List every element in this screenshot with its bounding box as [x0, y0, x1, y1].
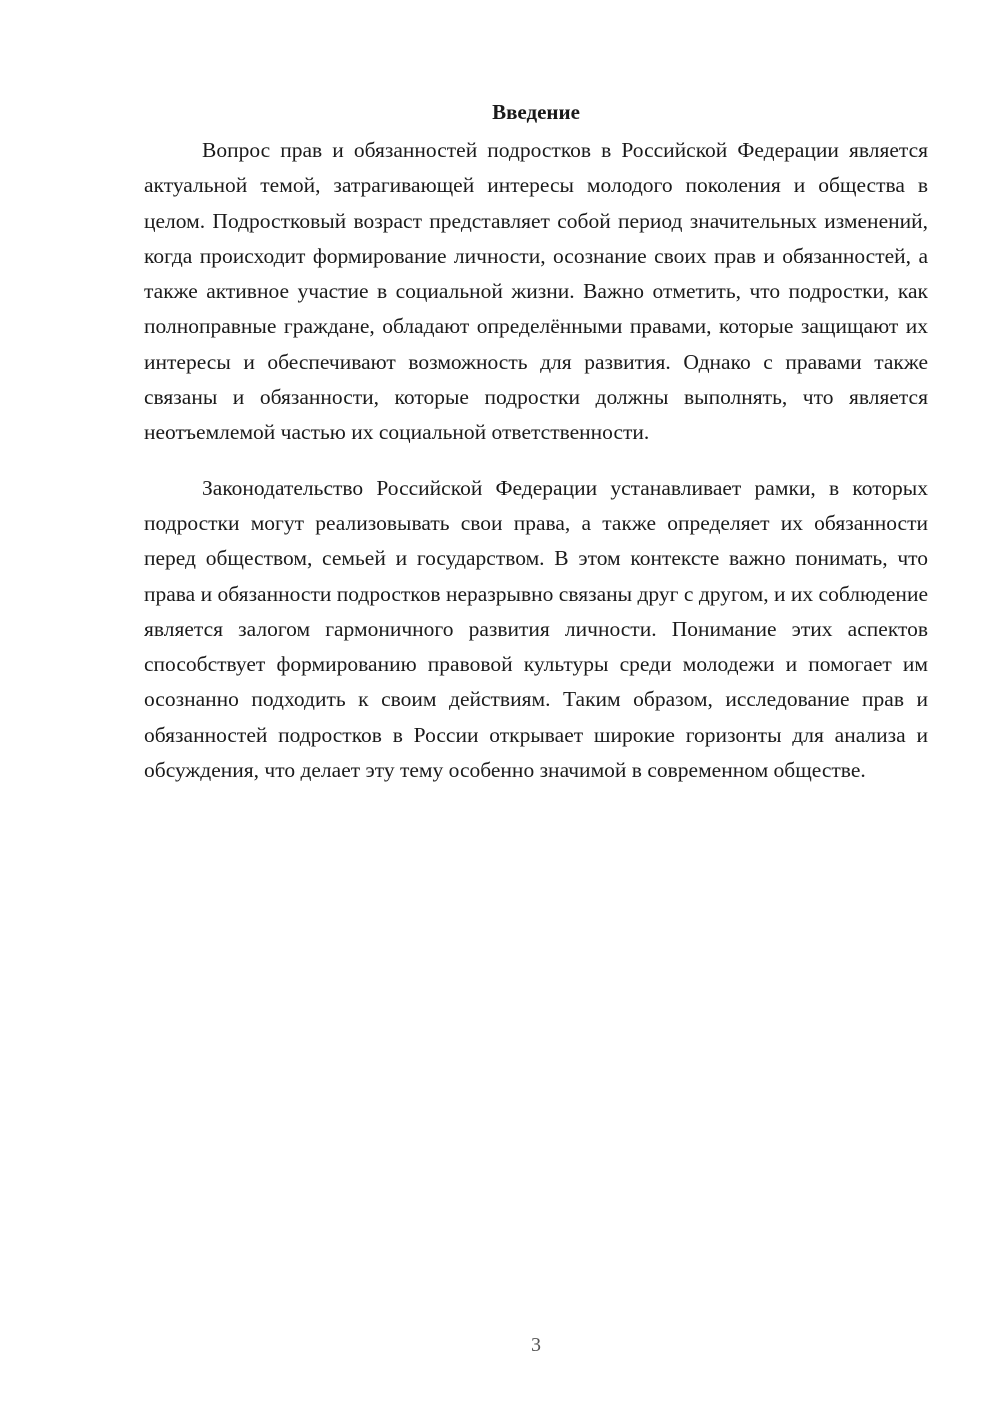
section-title: Введение [492, 100, 580, 124]
paragraph-2: Законодательство Российской Федерации устанавливает рамки, в которых подростки могут реализовывать свои права, а также определяет их обязанности перед обществом, семьей и государством. В этом контексте важно понимать, что права и обязанности подростков неразрывно связаны друг с другом, и их соблюдение является залогом гармоничного развития личности. Понимание этих аспектов способствует формированию правовой культуры среди молодежи и помогает им осознанно подходить к своим действиям. Таким образом, исследование прав и обязанностей подростков в России открывает широкие горизонты для анализа и обсуждения, что делает эту тему особенно значимой в современном обществе. [144, 475, 928, 783]
paragraph-1: Вопрос прав и обязанностей подростков в Российской Федерации является актуальной темой, затрагивающей интересы молодого поколения и общества в целом. Подростковый возраст представляет собой период значительных изменений, когда происходит формирование личности, осознание своих прав и обязанностей, а также активное участие в социальной жизни. Важно отметить, что подростки, как полноправные граждане, обладают определёнными правами, которые защищают их интересы и обеспечивают возможность для развития. Однако с правами также связаны и обязанности, которые подростки должны выполнять, что является неотъемлемой частью их социальной ответственности. [144, 138, 928, 445]
page-number: 3 [531, 1334, 541, 1356]
page-content [144, 97, 928, 788]
